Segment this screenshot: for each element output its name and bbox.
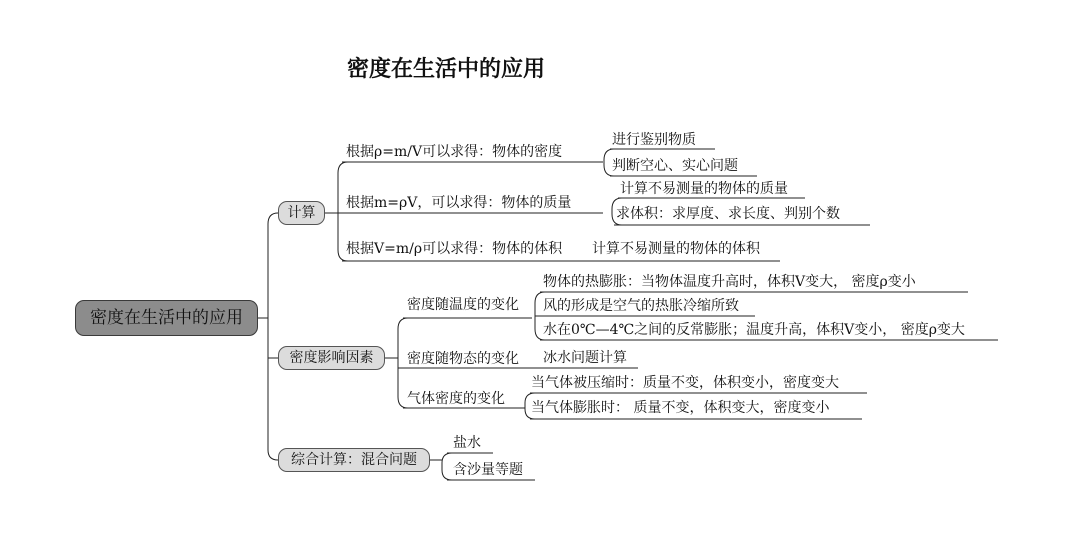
calc-mass-item: 计算不易测量的物体的质量 xyxy=(620,181,788,197)
factor-gas-label: 气体密度的变化 xyxy=(407,391,505,407)
calc-density-item: 判断空心、实心问题 xyxy=(612,158,738,174)
factor-gas-item: 当气体被压缩时：质量不变，体积变小，密度变大 xyxy=(531,375,839,391)
branch-node-calc: 计算 xyxy=(278,201,325,225)
calc-mass-label: 根据m=ρV，可以求得：物体的质量 xyxy=(346,195,572,211)
calc-density-label: 根据ρ=m/V可以求得：物体的密度 xyxy=(346,144,563,160)
factor-state-item: 冰水问题计算 xyxy=(543,350,627,366)
root-node: 密度在生活中的应用 xyxy=(75,300,258,336)
factor-temperature-item: 风的形成是空气的热胀冷缩所致 xyxy=(543,298,739,314)
branch-node-comprehensive: 综合计算：混合问题 xyxy=(278,448,430,472)
comprehensive-item: 盐水 xyxy=(453,435,481,451)
factor-temperature-item: 物体的热膨胀：当物体温度升高时，体积V变大， 密度ρ变小 xyxy=(543,274,916,290)
factor-state-label: 密度随物态的变化 xyxy=(407,351,519,367)
branch-node-factors: 密度影响因素 xyxy=(278,346,385,370)
calc-mass-item: 求体积：求厚度、求长度、判别个数 xyxy=(616,206,840,222)
factor-gas-item: 当气体膨胀时： 质量不变，体积变大，密度变小 xyxy=(531,400,830,416)
factor-temperature-label: 密度随温度的变化 xyxy=(407,297,519,313)
calc-volume-label: 根据V=m/ρ可以求得：物体的体积 xyxy=(346,241,563,257)
factor-temperature-item: 水在0℃—4℃之间的反常膨胀；温度升高，体积V变小， 密度ρ变大 xyxy=(543,322,965,338)
comprehensive-item: 含沙量等题 xyxy=(453,462,523,478)
calc-density-item: 进行鉴别物质 xyxy=(612,132,696,148)
diagram-title: 密度在生活中的应用 xyxy=(347,57,546,82)
calc-volume-item: 计算不易测量的物体的体积 xyxy=(592,241,760,257)
